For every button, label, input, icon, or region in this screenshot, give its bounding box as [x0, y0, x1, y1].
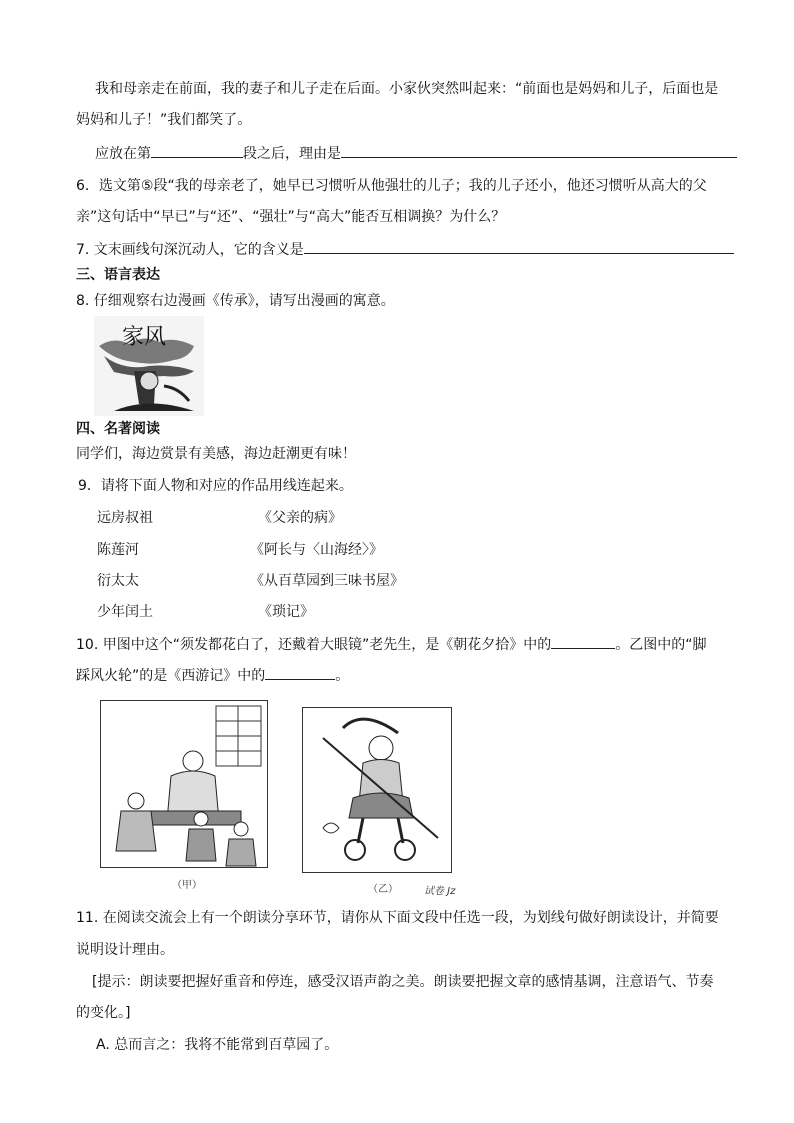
question-7 [76, 239, 734, 260]
stamp-text: 试卷 Jz [424, 886, 456, 897]
question-text: 应放在第 [95, 146, 151, 162]
figure-caption-yi: （乙） [368, 884, 398, 895]
question-placement [95, 143, 737, 164]
question-8: 8. 仔细观察右边漫画《传承》，请写出漫画的寓意。 [76, 293, 395, 309]
match-right-item[interactable]: 《琐记》 [258, 604, 314, 620]
match-right-item[interactable]: 《阿长与〈山海经〉》 [250, 542, 383, 558]
answer-blank[interactable] [151, 143, 243, 158]
nezha-drawing [303, 708, 451, 872]
answer-blank[interactable] [551, 634, 615, 649]
text-line: 我和母亲走在前面，我的妻子和儿子走在后面。小家伙突然叫起来：“前面也是妈妈和儿子，后面也是 [95, 81, 719, 97]
hint-text-cont: 的变化。] [76, 1005, 131, 1021]
answer-blank[interactable] [341, 143, 737, 158]
figure-caption-jia: （甲） [172, 880, 202, 891]
question-9: 9．请将下面人物和对应的作品用线连起来。 [78, 478, 353, 494]
option-a[interactable]: A. 总而言之：我将不能常到百草园了。 [96, 1037, 339, 1053]
hint-text: [提示：朗读要把握好重音和停连，感受汉语声韵之美。朗读要把握文章的感情基调，注意语气、节奏 [92, 974, 714, 990]
question-6: 6．选文第⑤段“我的母亲老了，她早已习惯听从他强壮的儿子；我的儿子还小，他还习惯听从高大的父 [76, 178, 707, 194]
section-heading: 四、名著阅读 [76, 421, 160, 437]
match-left-item[interactable]: 远房叔祖 [97, 510, 153, 526]
match-right-item[interactable]: 《父亲的病》 [258, 510, 342, 526]
cartoon-image [94, 316, 204, 416]
intro-text: 同学们，海边赏景有美感，海边赶潮更有味！ [76, 446, 356, 462]
question-6-cont: 亲”这句话中“早已”与“还”、“强壮”与“高大”能否互相调换？为什么？ [76, 209, 506, 225]
figure-yi [302, 707, 452, 873]
figure-jia [100, 700, 268, 868]
match-left-item[interactable]: 少年闰土 [97, 604, 153, 620]
answer-blank[interactable] [304, 239, 734, 254]
match-left-item[interactable]: 衍太太 [97, 573, 139, 589]
question-10-cont [76, 665, 349, 686]
match-right-item[interactable]: 《从百草园到三味书屋》 [250, 573, 404, 589]
question-11-cont: 说明设计理由。 [76, 942, 174, 958]
question-text: 7. 文末画线句深沉动人，它的含义是 [76, 242, 304, 258]
answer-blank[interactable] [265, 665, 335, 680]
cartoon-label: 家风 [122, 325, 167, 350]
text-line: 妈妈和儿子！”我们都笑了。 [76, 112, 252, 128]
question-text: 段之后，理由是 [243, 146, 341, 162]
question-10 [76, 634, 707, 655]
section-heading: 三、语言表达 [76, 267, 160, 283]
question-11: 11. 在阅读交流会上有一个朗读分享环节，请你从下面文段中任选一段，为划线句做好朗读设计，并简要 [76, 910, 719, 926]
question-text: 10. 甲图中这个“须发都花白了，还戴着大眼镜”老先生，是《朝花夕拾》中的 [76, 637, 552, 653]
question-text: 。 [335, 668, 350, 684]
question-text: 。乙图中的“脚 [615, 637, 707, 653]
question-text: 踩风火轮”的是《西游记》中的 [76, 668, 266, 684]
match-left-item[interactable]: 陈莲河 [97, 542, 139, 558]
classroom-drawing [101, 701, 267, 867]
